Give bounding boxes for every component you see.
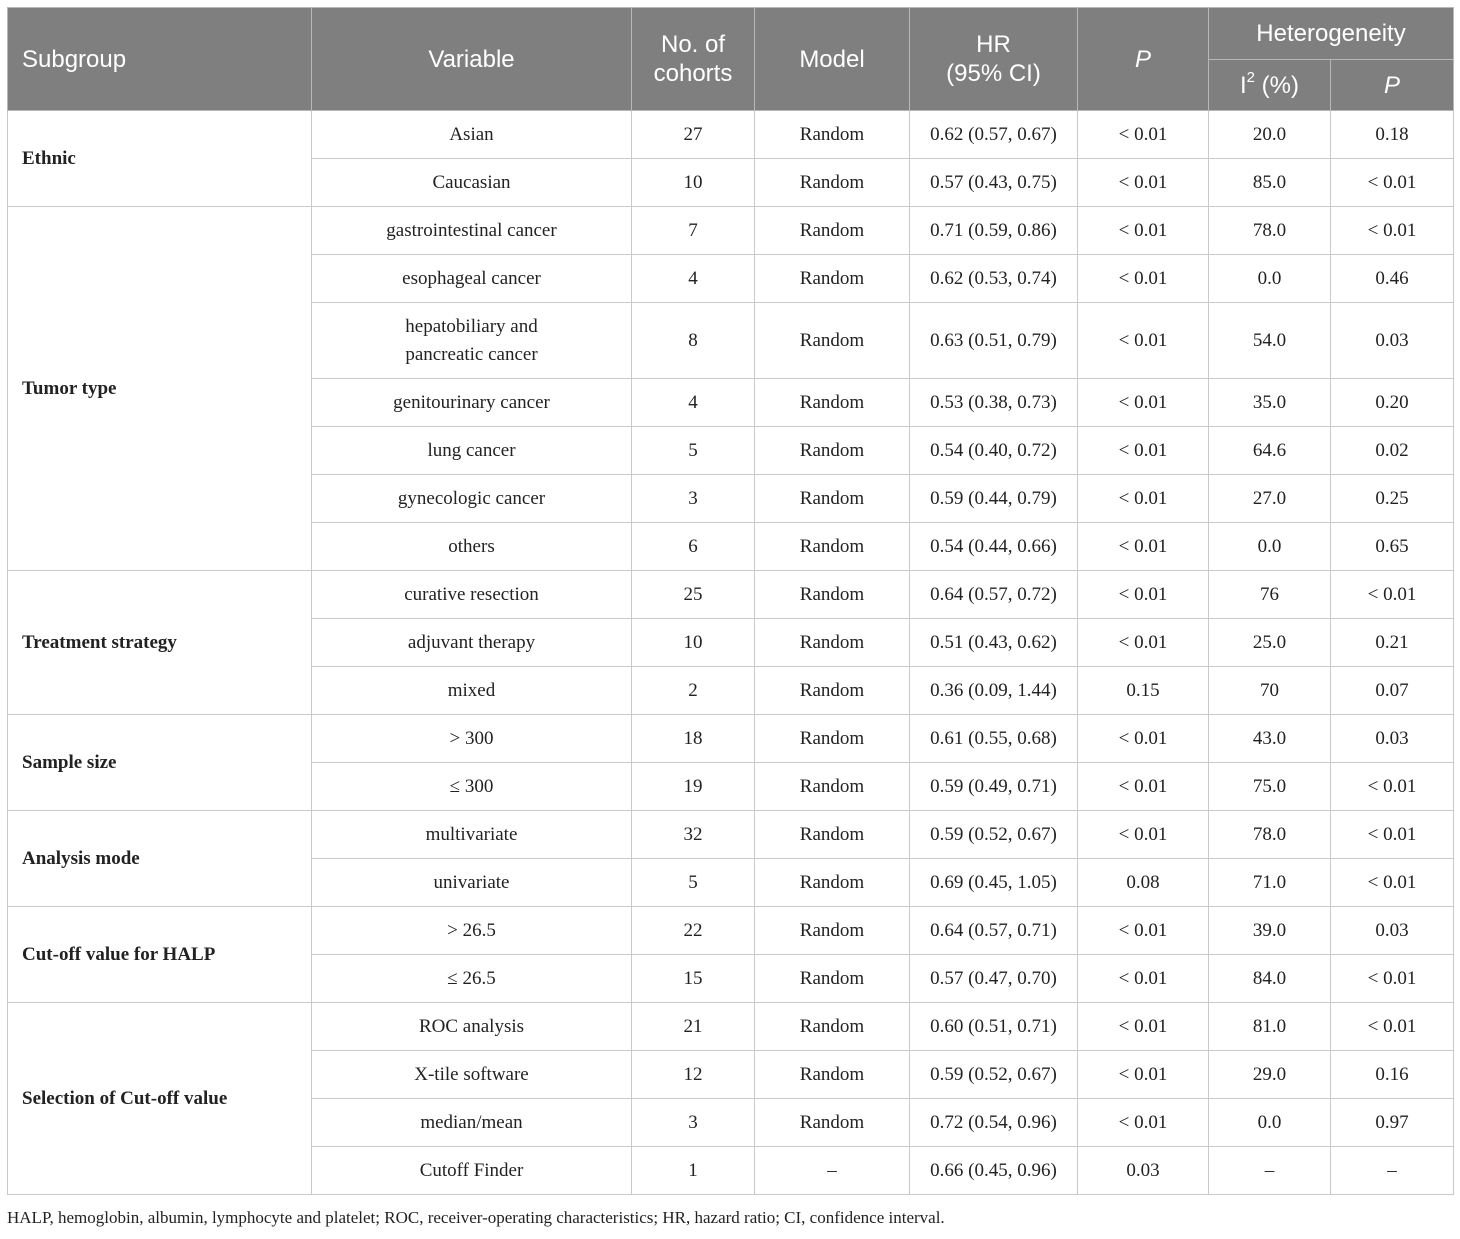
cell-het-p: – <box>1331 1147 1454 1195</box>
cell-variable: Cutoff Finder <box>312 1147 632 1195</box>
cell-model: Random <box>755 1099 910 1147</box>
header-hr-line1: HR <box>976 31 1011 58</box>
cell-het-p: 0.18 <box>1331 111 1454 159</box>
table-container <box>7 7 1453 1195</box>
cell-i2: 78.0 <box>1209 811 1331 859</box>
cell-hr: 0.62 (0.57, 0.67) <box>910 111 1078 159</box>
cell-model: Random <box>755 1003 910 1051</box>
cell-model: Random <box>755 475 910 523</box>
cell-i2: 81.0 <box>1209 1003 1331 1051</box>
cell-cohorts: 6 <box>632 523 755 571</box>
subgroup-analysis-table <box>7 7 1454 1195</box>
header-heterogeneity: Heterogeneity <box>1209 8 1454 60</box>
subgroup-name: Treatment strategy <box>8 571 312 715</box>
cell-p: < 0.01 <box>1078 715 1209 763</box>
cell-het-p: < 0.01 <box>1331 571 1454 619</box>
subgroup-name: Sample size <box>8 715 312 811</box>
cell-model: Random <box>755 1051 910 1099</box>
cell-model: Random <box>755 111 910 159</box>
table-body <box>8 111 1454 1195</box>
cell-cohorts: 18 <box>632 715 755 763</box>
cell-het-p: 0.97 <box>1331 1099 1454 1147</box>
cell-p: < 0.01 <box>1078 303 1209 379</box>
cell-model: Random <box>755 255 910 303</box>
cell-cohorts: 21 <box>632 1003 755 1051</box>
cell-p: < 0.01 <box>1078 1003 1209 1051</box>
cell-model: Random <box>755 859 910 907</box>
cell-model: Random <box>755 427 910 475</box>
cell-model: Random <box>755 763 910 811</box>
cell-model: Random <box>755 955 910 1003</box>
cell-hr: 0.51 (0.43, 0.62) <box>910 619 1078 667</box>
cell-p: < 0.01 <box>1078 523 1209 571</box>
table-row <box>8 715 1454 763</box>
cell-cohorts: 19 <box>632 763 755 811</box>
cell-i2: 78.0 <box>1209 207 1331 255</box>
cell-hr: 0.69 (0.45, 1.05) <box>910 859 1078 907</box>
cell-het-p: < 0.01 <box>1331 1003 1454 1051</box>
header-variable: Variable <box>312 8 632 111</box>
cell-hr: 0.59 (0.49, 0.71) <box>910 763 1078 811</box>
cell-model: Random <box>755 907 910 955</box>
cell-het-p: < 0.01 <box>1331 207 1454 255</box>
cell-variable: gynecologic cancer <box>312 475 632 523</box>
variable-line2: pancreatic cancer <box>405 343 538 365</box>
cell-cohorts: 3 <box>632 475 755 523</box>
cell-het-p: 0.07 <box>1331 667 1454 715</box>
cell-hr: 0.54 (0.40, 0.72) <box>910 427 1078 475</box>
cell-cohorts: 27 <box>632 111 755 159</box>
cell-variable: > 300 <box>312 715 632 763</box>
cell-p: < 0.01 <box>1078 379 1209 427</box>
cell-i2: – <box>1209 1147 1331 1195</box>
subgroup-name: Cut-off value for HALP <box>8 907 312 1003</box>
cell-hr: 0.59 (0.52, 0.67) <box>910 811 1078 859</box>
cell-variable: Asian <box>312 111 632 159</box>
header-i2-suffix: (%) <box>1255 71 1299 99</box>
table-row <box>8 207 1454 255</box>
cell-hr: 0.59 (0.44, 0.79) <box>910 475 1078 523</box>
cell-variable: mixed <box>312 667 632 715</box>
cell-i2: 76 <box>1209 571 1331 619</box>
header-i2 <box>1209 60 1331 111</box>
cell-p: 0.15 <box>1078 667 1209 715</box>
header-hr <box>910 8 1078 111</box>
cell-i2: 85.0 <box>1209 159 1331 207</box>
variable-line1: hepatobiliary and <box>405 315 538 337</box>
cell-het-p: 0.03 <box>1331 907 1454 955</box>
cell-variable: > 26.5 <box>312 907 632 955</box>
cell-p: < 0.01 <box>1078 159 1209 207</box>
cell-i2: 54.0 <box>1209 303 1331 379</box>
cell-p: < 0.01 <box>1078 1099 1209 1147</box>
table-row <box>8 1003 1454 1051</box>
cell-p: < 0.01 <box>1078 811 1209 859</box>
cell-hr: 0.57 (0.43, 0.75) <box>910 159 1078 207</box>
cell-cohorts: 7 <box>632 207 755 255</box>
cell-cohorts: 3 <box>632 1099 755 1147</box>
cell-het-p: 0.16 <box>1331 1051 1454 1099</box>
cell-het-p: 0.21 <box>1331 619 1454 667</box>
cell-model: Random <box>755 379 910 427</box>
cell-p: < 0.01 <box>1078 571 1209 619</box>
cell-variable: median/mean <box>312 1099 632 1147</box>
cell-cohorts: 4 <box>632 379 755 427</box>
cell-i2: 25.0 <box>1209 619 1331 667</box>
cell-het-p: < 0.01 <box>1331 955 1454 1003</box>
cell-cohorts: 10 <box>632 619 755 667</box>
cell-hr: 0.64 (0.57, 0.72) <box>910 571 1078 619</box>
cell-model: Random <box>755 523 910 571</box>
header-i2-prefix: I <box>1239 71 1247 99</box>
cell-hr: 0.36 (0.09, 1.44) <box>910 667 1078 715</box>
cell-het-p: 0.20 <box>1331 379 1454 427</box>
subgroup-name: Ethnic <box>8 111 312 207</box>
table-row <box>8 811 1454 859</box>
header-hr-line2: (95% CI) <box>946 60 1041 87</box>
cell-variable: X-tile software <box>312 1051 632 1099</box>
subgroup-name: Selection of Cut-off value <box>8 1003 312 1195</box>
cell-variable: ≤ 26.5 <box>312 955 632 1003</box>
cell-i2: 29.0 <box>1209 1051 1331 1099</box>
cell-i2: 84.0 <box>1209 955 1331 1003</box>
cell-hr: 0.57 (0.47, 0.70) <box>910 955 1078 1003</box>
cell-cohorts: 8 <box>632 303 755 379</box>
cell-cohorts: 2 <box>632 667 755 715</box>
cell-variable: Caucasian <box>312 159 632 207</box>
cell-hr: 0.61 (0.55, 0.68) <box>910 715 1078 763</box>
cell-model: – <box>755 1147 910 1195</box>
cell-p: < 0.01 <box>1078 1051 1209 1099</box>
cell-p: < 0.01 <box>1078 475 1209 523</box>
cell-model: Random <box>755 303 910 379</box>
cell-i2: 0.0 <box>1209 523 1331 571</box>
cell-cohorts: 12 <box>632 1051 755 1099</box>
cell-p: 0.03 <box>1078 1147 1209 1195</box>
cell-i2: 71.0 <box>1209 859 1331 907</box>
cell-variable: lung cancer <box>312 427 632 475</box>
cell-i2: 0.0 <box>1209 255 1331 303</box>
cell-variable: gastrointestinal cancer <box>312 207 632 255</box>
cell-het-p: 0.25 <box>1331 475 1454 523</box>
cell-het-p: 0.46 <box>1331 255 1454 303</box>
cell-i2: 39.0 <box>1209 907 1331 955</box>
cell-het-p: < 0.01 <box>1331 811 1454 859</box>
cell-p: < 0.01 <box>1078 255 1209 303</box>
cell-i2: 0.0 <box>1209 1099 1331 1147</box>
cell-p: < 0.01 <box>1078 111 1209 159</box>
cell-cohorts: 1 <box>632 1147 755 1195</box>
header-cohorts-line2: cohorts <box>653 60 733 87</box>
cell-p: < 0.01 <box>1078 427 1209 475</box>
cell-hr: 0.60 (0.51, 0.71) <box>910 1003 1078 1051</box>
cell-model: Random <box>755 159 910 207</box>
cell-hr: 0.64 (0.57, 0.71) <box>910 907 1078 955</box>
cell-model: Random <box>755 667 910 715</box>
cell-p: < 0.01 <box>1078 619 1209 667</box>
cell-i2: 70 <box>1209 667 1331 715</box>
cell-variable: ≤ 300 <box>312 763 632 811</box>
cell-model: Random <box>755 571 910 619</box>
cell-cohorts: 5 <box>632 427 755 475</box>
cell-i2: 43.0 <box>1209 715 1331 763</box>
table-row <box>8 907 1454 955</box>
cell-variable: multivariate <box>312 811 632 859</box>
table-row <box>8 111 1454 159</box>
cell-model: Random <box>755 811 910 859</box>
cell-het-p: 0.03 <box>1331 303 1454 379</box>
cell-hr: 0.72 (0.54, 0.96) <box>910 1099 1078 1147</box>
cell-hr: 0.53 (0.38, 0.73) <box>910 379 1078 427</box>
cell-variable: univariate <box>312 859 632 907</box>
cell-i2: 27.0 <box>1209 475 1331 523</box>
cell-variable: esophageal cancer <box>312 255 632 303</box>
header-model: Model <box>755 8 910 111</box>
table-footnote: HALP, hemoglobin, albumin, lymphocyte and platelet; ROC, receiver-operating characteristics; HR, hazard ratio; CI, confidence interval. <box>7 1208 945 1227</box>
cell-p: < 0.01 <box>1078 907 1209 955</box>
cell-i2: 20.0 <box>1209 111 1331 159</box>
cell-variable: curative resection <box>312 571 632 619</box>
cell-variable: genitourinary cancer <box>312 379 632 427</box>
cell-cohorts: 15 <box>632 955 755 1003</box>
cell-p: < 0.01 <box>1078 763 1209 811</box>
cell-cohorts: 10 <box>632 159 755 207</box>
cell-model: Random <box>755 207 910 255</box>
cell-model: Random <box>755 715 910 763</box>
header-subgroup: Subgroup <box>8 8 312 111</box>
cell-variable: others <box>312 523 632 571</box>
cell-het-p: < 0.01 <box>1331 859 1454 907</box>
cell-het-p: < 0.01 <box>1331 159 1454 207</box>
cell-hr: 0.62 (0.53, 0.74) <box>910 255 1078 303</box>
cell-p: < 0.01 <box>1078 955 1209 1003</box>
table-row <box>8 571 1454 619</box>
cell-i2: 75.0 <box>1209 763 1331 811</box>
cell-cohorts: 5 <box>632 859 755 907</box>
cell-het-p: 0.65 <box>1331 523 1454 571</box>
cell-p: < 0.01 <box>1078 207 1209 255</box>
cell-het-p: 0.03 <box>1331 715 1454 763</box>
cell-het-p: 0.02 <box>1331 427 1454 475</box>
cell-cohorts: 4 <box>632 255 755 303</box>
cell-variable <box>312 303 632 379</box>
cell-cohorts: 32 <box>632 811 755 859</box>
header-cohorts <box>632 8 755 111</box>
cell-het-p: < 0.01 <box>1331 763 1454 811</box>
subgroup-name: Analysis mode <box>8 811 312 907</box>
header-i2-sup: 2 <box>1246 68 1255 86</box>
cell-variable: adjuvant therapy <box>312 619 632 667</box>
cell-variable: ROC analysis <box>312 1003 632 1051</box>
cell-hr: 0.63 (0.51, 0.79) <box>910 303 1078 379</box>
header-cohorts-line1: No. of <box>660 31 726 58</box>
header-p: P <box>1078 8 1209 111</box>
cell-i2: 35.0 <box>1209 379 1331 427</box>
cell-hr: 0.66 (0.45, 0.96) <box>910 1147 1078 1195</box>
cell-cohorts: 22 <box>632 907 755 955</box>
cell-i2: 64.6 <box>1209 427 1331 475</box>
cell-hr: 0.71 (0.59, 0.86) <box>910 207 1078 255</box>
cell-cohorts: 25 <box>632 571 755 619</box>
cell-model: Random <box>755 619 910 667</box>
header-het-p: P <box>1331 60 1454 111</box>
subgroup-name: Tumor type <box>8 207 312 571</box>
cell-hr: 0.59 (0.52, 0.67) <box>910 1051 1078 1099</box>
cell-hr: 0.54 (0.44, 0.66) <box>910 523 1078 571</box>
cell-p: 0.08 <box>1078 859 1209 907</box>
table-header <box>8 8 1454 111</box>
